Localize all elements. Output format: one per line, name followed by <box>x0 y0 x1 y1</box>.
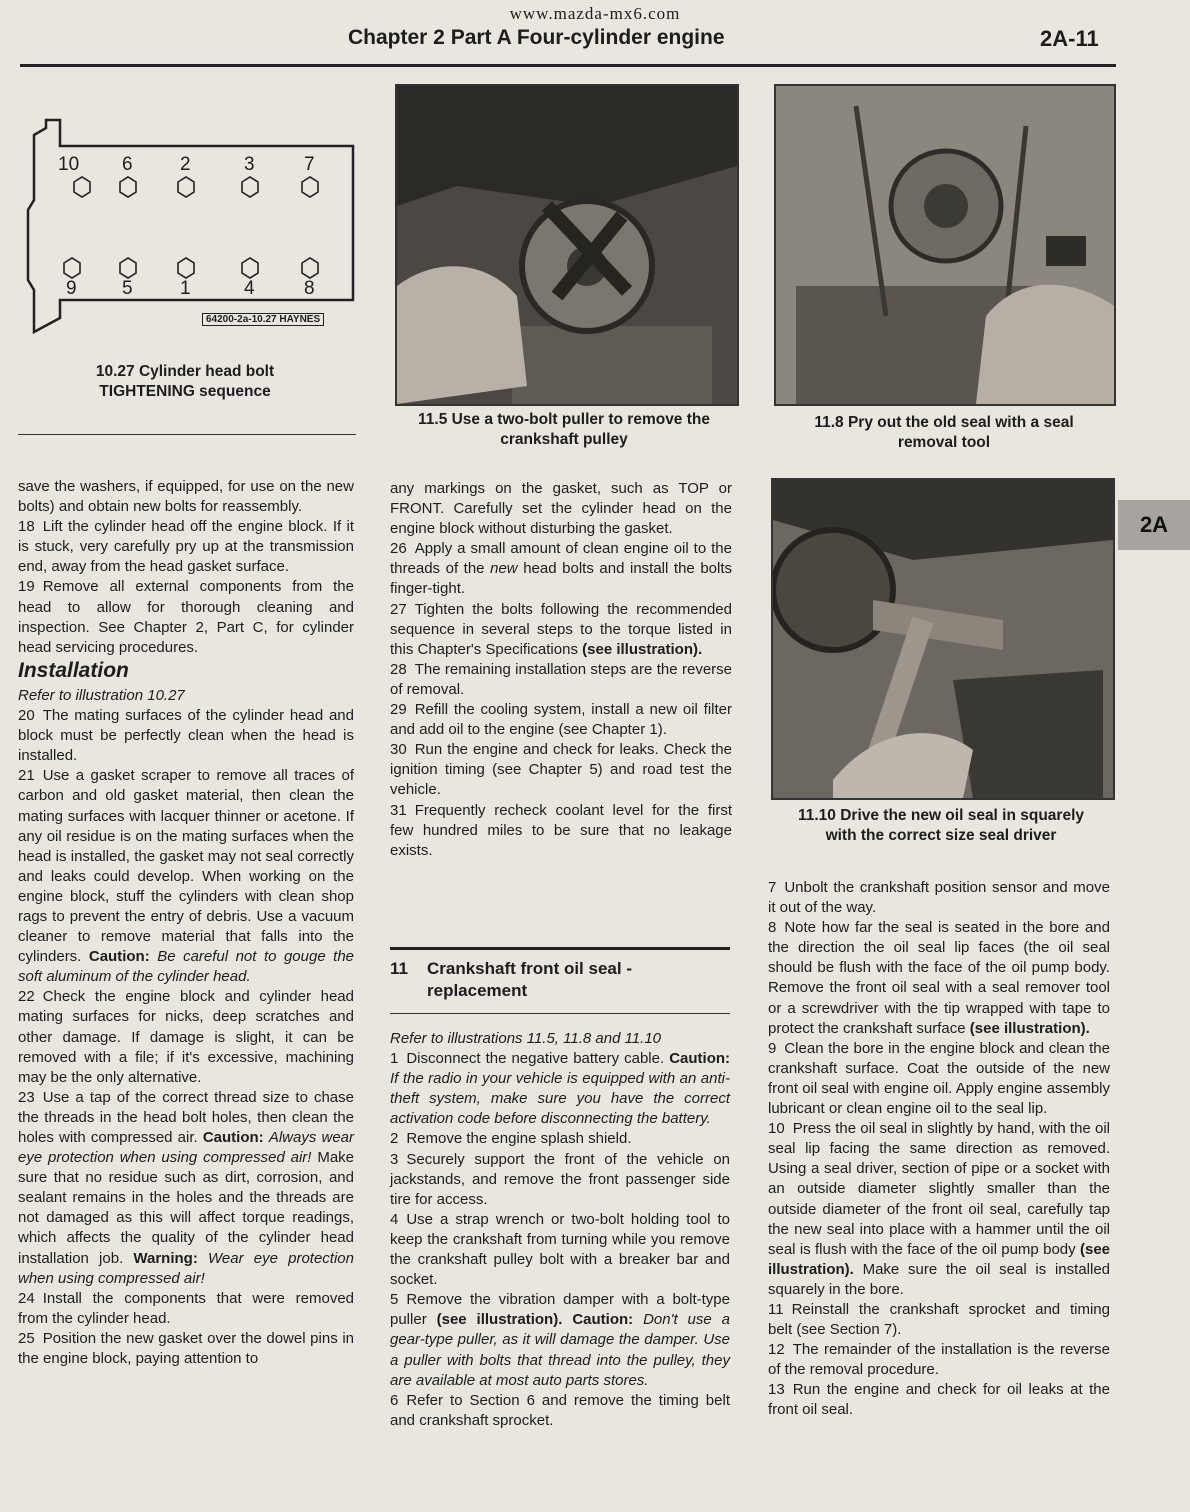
step-text: Frequently recheck coolant level for the first few hundred miles to be sure that no leakage exists. <box>390 801 732 859</box>
step-number: 19 <box>18 578 35 596</box>
paragraph: save the washers, if equipped, for use on the new bolts) and obtain new bolts for reassembly. <box>18 478 354 516</box>
step-10 <box>768 1119 1110 1300</box>
refer-line <box>18 686 354 706</box>
crankshaft-pulley-image <box>397 86 737 404</box>
photo-11-8 <box>774 84 1116 406</box>
step-number: 25 <box>18 1329 35 1347</box>
paragraph-23 <box>18 1088 354 1289</box>
caption-11-8-line1: 11.8 Pry out the old seal with a seal <box>814 414 1074 431</box>
step-3 <box>390 1150 730 1210</box>
step-number: 5 <box>390 1291 399 1309</box>
step-number: 8 <box>768 919 777 937</box>
paragraph-29 <box>390 700 732 740</box>
caution-text: Don't use a gear-type puller, as it will damage the damper. Use a puller with bolts that thread into the pulley, they are available at most auto parts stores. <box>390 1311 730 1389</box>
section-number: 11 <box>390 959 408 978</box>
step-text: Make sure the oil seal is installed squarely in the bore. <box>768 1260 1111 1298</box>
step-number: 7 <box>768 879 777 896</box>
step-6 <box>390 1391 730 1431</box>
cylinder-head-outline <box>18 110 358 340</box>
bolt-label-6: 6 <box>122 154 133 175</box>
step-number: 12 <box>768 1341 785 1359</box>
illustration-ref: (see illustration). <box>969 1019 1090 1037</box>
emphasis: new <box>490 560 518 578</box>
step-text: Refill the cooling system, install a new oil filter and add oil to the engine (see Chapter 1). <box>390 701 732 739</box>
section-title-line2: replacement <box>427 981 528 1000</box>
step-number: 6 <box>390 1391 399 1409</box>
step-number: 11 <box>768 1300 784 1318</box>
step-11 <box>768 1300 1110 1340</box>
step-text: Install the components that were removed from the cylinder head. <box>18 1289 354 1327</box>
step-7 <box>768 878 1110 918</box>
step-number: 10 <box>768 1120 785 1138</box>
step-text: Securely support the front of the vehicle on jackstands, and remove the front passenger side tire for access. <box>390 1150 730 1208</box>
step-number: 20 <box>18 707 35 725</box>
step-12 <box>768 1340 1110 1380</box>
seal-driver-image <box>773 480 1113 798</box>
step-number: 18 <box>18 518 35 536</box>
caution-label: Caution: <box>572 1311 634 1329</box>
step-text: Refer to Section 6 and remove the timing belt and crankshaft sprocket. <box>390 1391 730 1429</box>
step-text: Use a strap wrench or two-bolt holding tool to keep the crankshaft from turning while you remove the crankshaft pulley bolt with a breaker bar and socket. <box>390 1210 730 1289</box>
paragraph-21 <box>18 766 354 987</box>
bolt-label-2: 2 <box>180 154 191 175</box>
step-text: Remove all external components from the head to allow for thorough cleaning and inspection. See Chapter 2, Part C, for cylinder head servicing procedures. <box>18 578 354 656</box>
step-text: The remaining installation steps are the reverse of removal. <box>390 660 732 698</box>
installation-heading: Installation <box>18 658 129 682</box>
step-text: Note how far the seal is seated in the bore and the direction the oil seal lip faces (the oil seal should be flush with the face of the oil pump body. Remove the front oil seal with a seal remover tool or a screwdriver with the tip wrapped with tape to protect the crankshaft surface <box>768 919 1110 1037</box>
step-13 <box>768 1380 1110 1420</box>
photo-11-10 <box>771 478 1115 800</box>
step-2 <box>390 1129 730 1149</box>
paragraph-18 <box>18 517 354 577</box>
caption-10-27 <box>40 362 330 402</box>
step-text: Reinstall the crankshaft sprocket and timing belt (see Section 7). <box>768 1300 1110 1339</box>
step-text: The mating surfaces of the cylinder head and block must be perfectly clean when the head is installed. <box>18 707 354 765</box>
bolt-label-10: 10 <box>58 154 80 175</box>
caption-11-10-line2: with the correct size seal driver <box>825 827 1057 844</box>
seal-removal-image <box>776 86 1114 404</box>
step-text: Disconnect the negative battery cable. <box>406 1050 665 1068</box>
illustration-ref: (see illustration). <box>436 1311 563 1329</box>
paragraph-31 <box>390 801 732 861</box>
step-text: Tighten the bolts following the recommended sequence in several steps to the torque listed in this Chapter's Specifications <box>390 600 732 658</box>
step-5 <box>390 1290 730 1390</box>
step-number: 27 <box>390 600 407 618</box>
bolt-label-4: 4 <box>244 278 255 299</box>
page-number: 2A-11 <box>1040 26 1099 51</box>
paragraph-22 <box>18 987 354 1087</box>
caption-11-5-line1: 11.5 Use a two-bolt puller to remove the <box>418 411 710 428</box>
step-text: Run the engine and check for oil leaks at the front oil seal. <box>768 1381 1110 1419</box>
step-text: Position the new gasket over the dowel pins in the engine block, paying attention to <box>18 1329 354 1368</box>
step-8 <box>768 918 1110 1039</box>
caution-label: Caution: <box>669 1050 731 1068</box>
paragraph-25 <box>18 1329 354 1369</box>
paragraph-19 <box>18 577 354 657</box>
step-text: Use a gasket scraper to remove all traces of carbon and old gasket material, then clean the mating surfaces with lacquer thinner or acetone. If any oil residue is on the mating surfaces when the head is installed, the gasket may not seal correctly and leaks could develop. When working on the engine block, stuff the cylinders with clean shop rags to prevent the entry of debris. Use a vacuum cleaner to remove material that falls into the cylinders. <box>18 767 354 966</box>
step-text: Clean the bore in the engine block and clean the crankshaft surface. Coat the outside of the new front oil seal with engine oil. Apply engine assembly lubricant or clean engine oil to the seal lip. <box>768 1039 1110 1118</box>
paragraph-20 <box>18 706 354 766</box>
refer-line <box>390 1029 730 1049</box>
step-number: 13 <box>768 1381 785 1399</box>
step-number: 21 <box>18 767 35 785</box>
step-number: 9 <box>768 1039 777 1057</box>
illustration-ref: (see illustration). <box>582 640 703 658</box>
step-number: 31 <box>390 801 407 819</box>
warning-label: Warning: <box>133 1249 198 1267</box>
caption-10-27-line2: TIGHTENING sequence <box>99 383 271 400</box>
step-number: 3 <box>390 1150 399 1168</box>
step-text: Use a tap of the correct thread size to chase the threads in the head bolt holes, then clean the holes with compressed air. <box>18 1088 354 1146</box>
paragraph-26 <box>390 539 732 599</box>
diagram-code: 64200-2a-10.27 HAYNES <box>202 313 324 326</box>
caption-11-5 <box>392 410 736 450</box>
column-2 <box>390 479 732 861</box>
step-text: The remainder of the installation is the reverse of the removal procedure. <box>768 1341 1110 1379</box>
header-rule <box>20 64 1116 67</box>
step-text: Make sure that no residue such as dirt, corrosion, and sealant remains in the holes and the threads are not damaged as this will affect torque readings, which affects the quality of the cylinder head installation job. <box>18 1149 355 1267</box>
bolt-label-5: 5 <box>122 278 133 299</box>
step-text: Remove the vibration damper with a bolt-type puller <box>390 1291 730 1329</box>
refer-text: Refer to illustration 10.27 <box>18 686 185 704</box>
bolt-label-9: 9 <box>66 278 77 299</box>
paragraph-30 <box>390 740 732 800</box>
bolt-label-7: 7 <box>304 154 315 175</box>
figure-divider <box>18 434 356 435</box>
step-number: 4 <box>390 1210 399 1228</box>
step-4 <box>390 1210 730 1290</box>
step-9 <box>768 1039 1110 1119</box>
caution-label: Caution: <box>88 948 150 966</box>
caution-text: Be careful not to gouge the soft aluminum of the cylinder head. <box>18 948 355 986</box>
column-1 <box>18 477 354 1369</box>
step-1 <box>390 1049 730 1129</box>
chapter-tab: 2A <box>1118 500 1190 550</box>
step-text: Press the oil seal in slightly by hand, with the oil seal lip facing the same direction as removed. Using a seal driver, section of pipe or a socket with an outside diameter slightly smaller than the outside diameter of the front oil seal, carefully tap the new seal into place with a hammer until the oil seal is flush with the face of the oil pump body <box>768 1120 1110 1258</box>
column-2-section <box>390 1029 730 1431</box>
caption-11-10-line1: 11.10 Drive the new oil seal in squarely <box>797 807 1085 824</box>
step-text: Remove the engine splash shield. <box>406 1130 632 1148</box>
paragraph-27 <box>390 600 732 660</box>
caution-label: Caution: <box>202 1129 264 1146</box>
caution-text: If the radio in your vehicle is equipped with an anti-theft system, make sure you have the correct activation code before disconnecting the battery. <box>390 1070 730 1128</box>
illustration-ref: (see illustration). <box>768 1240 1111 1278</box>
running-head: Chapter 2 Part A Four-cylinder engine <box>348 26 725 49</box>
section-rule <box>390 947 730 950</box>
step-text: Apply a small amount of clean engine oil to the threads of the <box>390 540 732 578</box>
step-number: 22 <box>18 988 35 1006</box>
step-text: head bolts and install the bolts finger-tight. <box>390 560 733 598</box>
refer-text: Refer to illustrations 11.5, 11.8 and 11.10 <box>390 1030 662 1047</box>
section-11-heading <box>390 958 730 1002</box>
step-number: 29 <box>390 701 407 719</box>
step-text: Unbolt the crankshaft position sensor and move it out of the way. <box>768 879 1110 917</box>
paragraph: any markings on the gasket, such as TOP or FRONT. Carefully set the cylinder head on the engine block without disturbing the gasket. <box>390 480 732 538</box>
step-text: Run the engine and check for leaks. Check the ignition timing (see Chapter 5) and road test the vehicle. <box>390 741 732 799</box>
step-text: Lift the cylinder head off the engine block. If it is stuck, very carefully pry up at the transmission end, away from the head gasket surface. <box>18 518 354 576</box>
column-3 <box>768 878 1110 1421</box>
bolt-label-1: 1 <box>180 278 191 299</box>
step-number: 1 <box>390 1050 399 1068</box>
step-number: 26 <box>390 540 407 558</box>
step-number: 24 <box>18 1289 35 1307</box>
site-url: www.mazda-mx6.com <box>509 4 681 23</box>
section-title-line1: Crankshaft front oil seal - <box>427 959 632 978</box>
bolt-sequence-diagram <box>18 110 358 340</box>
caption-11-5-line2: crankshaft pulley <box>500 431 628 448</box>
caption-10-27-line1: 10.27 Cylinder head bolt <box>95 363 275 380</box>
step-number: 2 <box>390 1130 399 1148</box>
step-number: 23 <box>18 1088 35 1106</box>
step-number: 28 <box>390 660 407 678</box>
photo-11-5 <box>395 84 739 406</box>
paragraph-28 <box>390 660 732 700</box>
paragraph-24 <box>18 1289 354 1329</box>
step-text: Check the engine block and cylinder head mating surfaces for nicks, deep scratches and other damage. If damage is slight, it can be removed with a file; if it's excessive, machining may be the only alternative. <box>18 988 354 1086</box>
caption-11-8 <box>774 413 1114 453</box>
section-underline <box>390 1013 730 1014</box>
caption-11-10 <box>771 806 1111 846</box>
caution-text: Always wear eye protection when using compressed air! <box>18 1129 354 1167</box>
bolt-label-3: 3 <box>244 154 255 175</box>
caption-11-8-line2: removal tool <box>897 434 991 451</box>
warning-text: Wear eye protection when using compressed air! <box>18 1249 354 1287</box>
bolt-label-8: 8 <box>304 278 315 299</box>
step-number: 30 <box>390 741 407 759</box>
